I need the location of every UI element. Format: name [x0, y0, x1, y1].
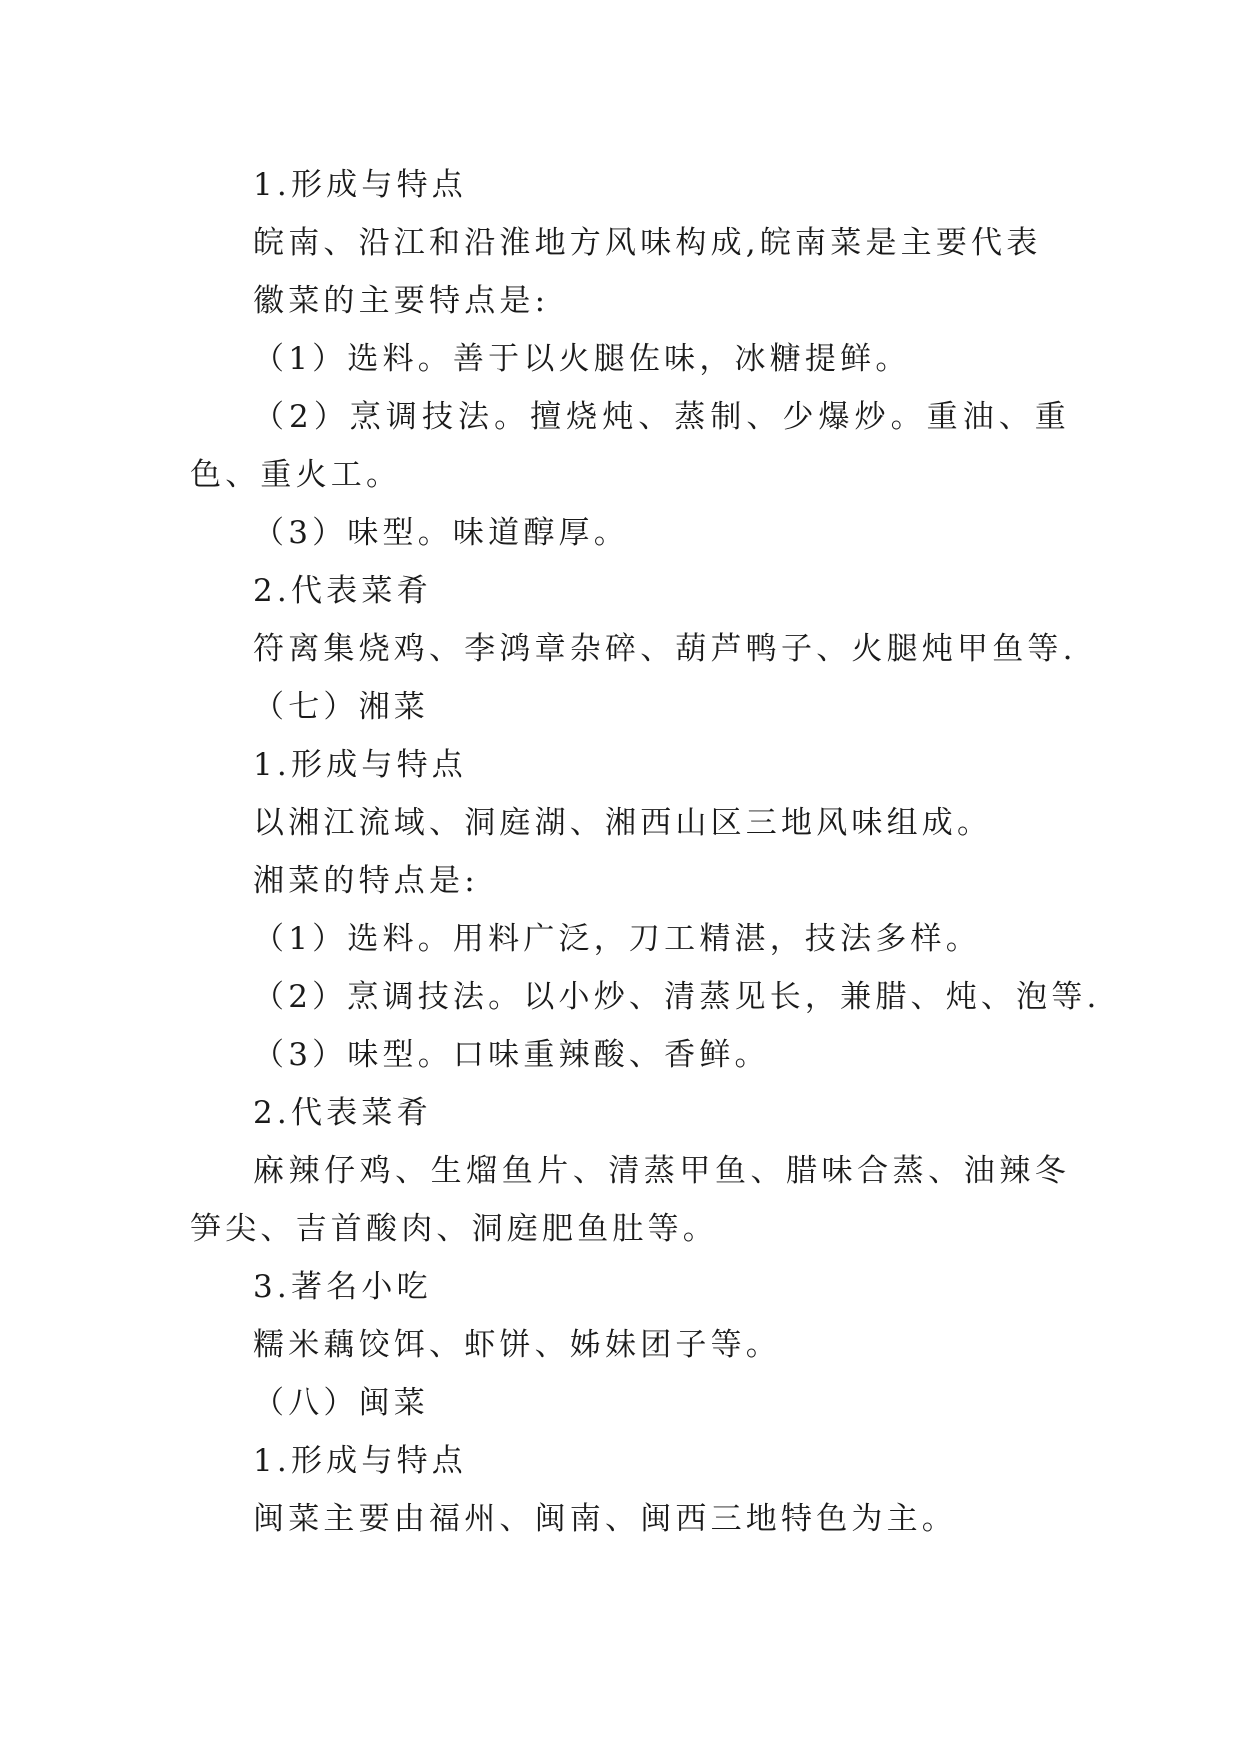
document-body: [190, 156, 1101, 1548]
section-heading: 1.形成与特点: [253, 167, 467, 203]
paragraph: 糯米藕饺饵、虾饼、姊妹团子等。: [253, 1327, 781, 1363]
section-heading: 1.形成与特点: [253, 747, 467, 783]
paragraph: 徽菜的主要特点是:: [253, 283, 550, 319]
section-heading: 1.形成与特点: [253, 1443, 467, 1479]
paragraph: 符离集烧鸡、李鸿章杂碎、葫芦鸭子、火腿炖甲鱼等.: [253, 631, 1077, 667]
paragraph: 麻辣仔鸡、生熘鱼片、清蒸甲鱼、腊味合蒸、油辣冬笋尖、吉首酸肉、洞庭肥鱼肚等。: [190, 1153, 1070, 1247]
list-item: （2）烹调技法。以小炒、清蒸见长，兼腊、炖、泡等.: [253, 979, 1101, 1015]
list-item: （1）选料。用料广泛，刀工精湛，技法多样。: [253, 921, 981, 957]
section-heading: 2.代表菜肴: [253, 1095, 432, 1131]
paragraph: 闽菜主要由福州、闽南、闽西三地特色为主。: [253, 1501, 957, 1537]
list-item: （2）烹调技法。擅烧炖、蒸制、少爆炒。重油、重色、重火工。: [190, 399, 1070, 493]
paragraph: 皖南、沿江和沿淮地方风味构成,皖南菜是主要代表: [253, 225, 1042, 261]
chapter-heading: （八）闽菜: [253, 1385, 429, 1421]
section-heading: 2.代表菜肴: [253, 573, 432, 609]
list-item: （1）选料。善于以火腿佐味，冰糖提鲜。: [253, 341, 911, 377]
paragraph: 湘菜的特点是:: [253, 863, 479, 899]
chapter-heading: （七）湘菜: [253, 689, 429, 725]
section-heading: 3.著名小吃: [253, 1269, 432, 1305]
list-item: （3）味型。口味重辣酸、香鲜。: [253, 1037, 770, 1073]
paragraph: 以湘江流域、洞庭湖、湘西山区三地风味组成。: [253, 805, 993, 841]
list-item: （3）味型。味道醇厚。: [253, 515, 629, 551]
